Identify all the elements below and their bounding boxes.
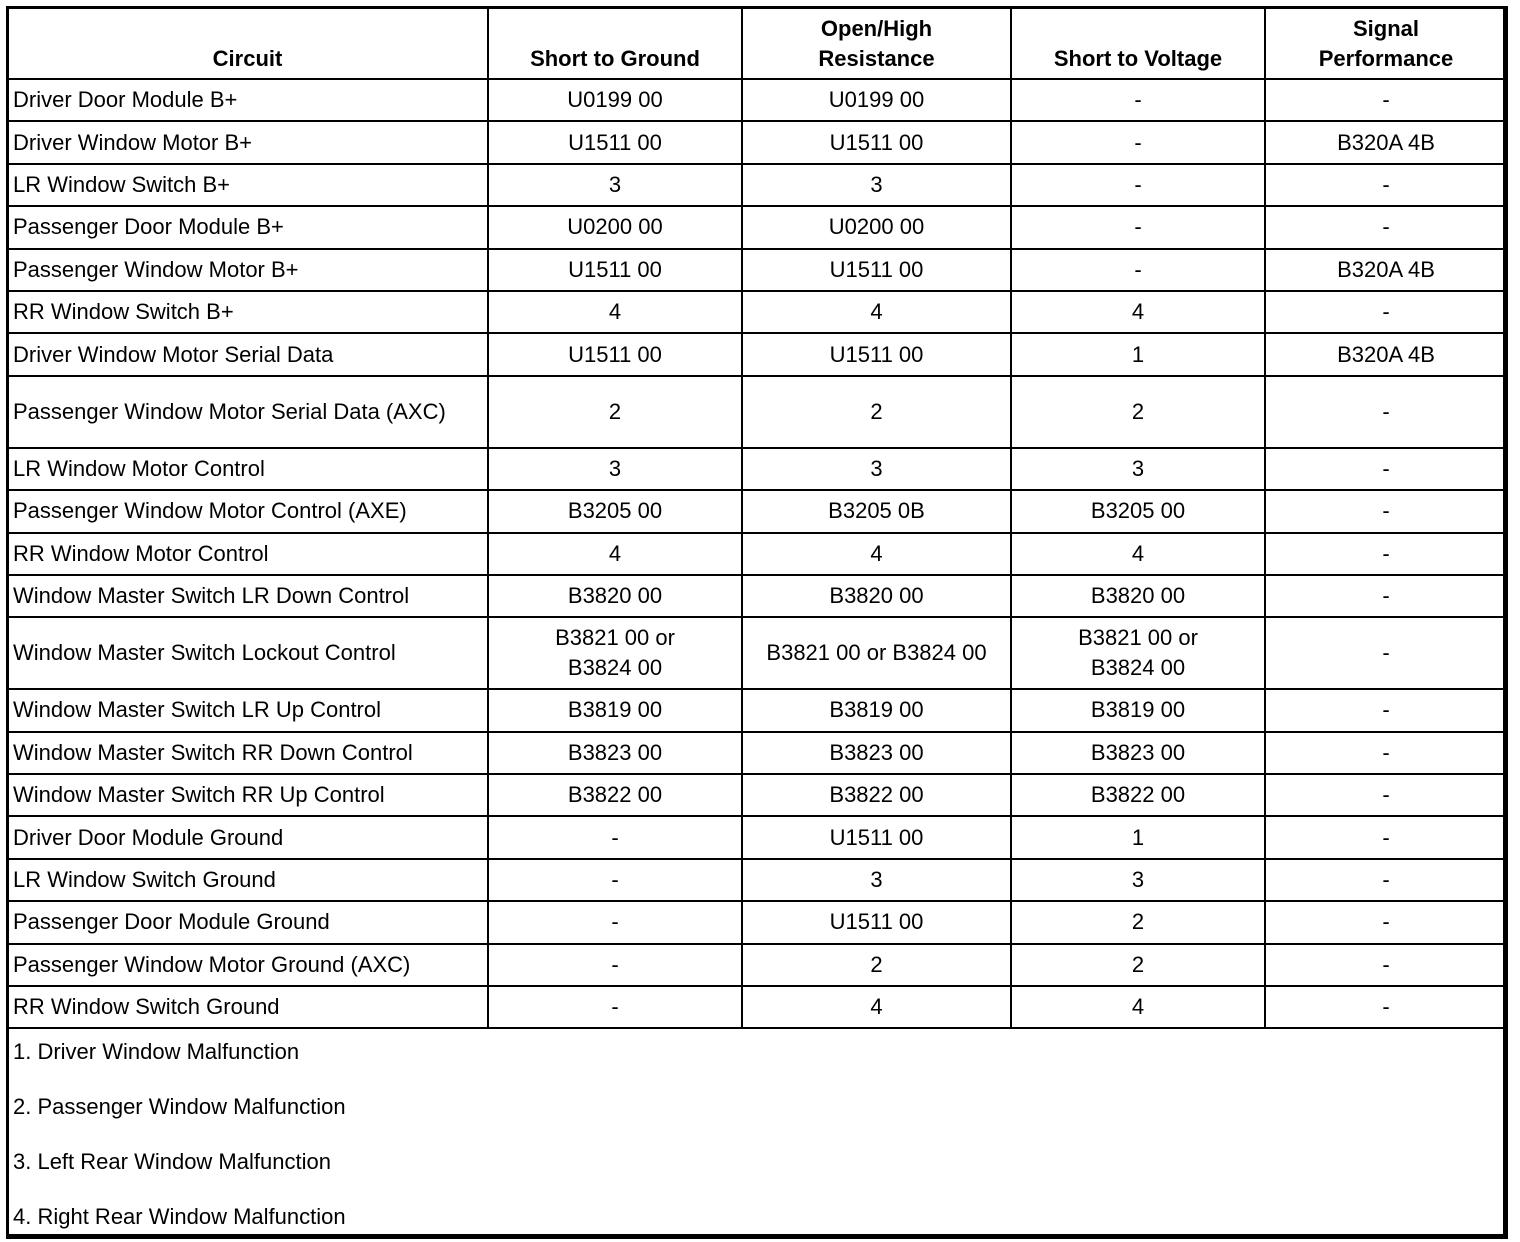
cell-short-to-voltage: 1 bbox=[1011, 333, 1265, 375]
cell-short-to-voltage: 2 bbox=[1011, 944, 1265, 986]
cell-short-to-voltage: - bbox=[1011, 79, 1265, 121]
header-short-to-ground: Short to Ground bbox=[488, 7, 742, 79]
cell-short-to-ground: - bbox=[488, 944, 742, 986]
cell-signal-performance: B320A 4B bbox=[1265, 121, 1507, 163]
header-signal-line1: Signal bbox=[1352, 16, 1419, 41]
table-row bbox=[7, 291, 1507, 333]
cell-open-high-resistance: 4 bbox=[742, 533, 1011, 575]
header-row bbox=[7, 7, 1507, 79]
cell-circuit: Passenger Door Module B+ bbox=[7, 206, 488, 248]
cell-open-high-resistance: B3205 0B bbox=[742, 490, 1011, 532]
note-3: 3. Left Rear Window Malfunction bbox=[13, 1149, 331, 1175]
cell-open-high-resistance: 3 bbox=[742, 164, 1011, 206]
cell-signal-performance: - bbox=[1265, 206, 1507, 248]
cell-circuit: Window Master Switch RR Up Control bbox=[7, 774, 488, 816]
table-row bbox=[7, 774, 1507, 816]
table-row bbox=[7, 859, 1507, 901]
cell-circuit: Driver Window Motor Serial Data bbox=[7, 333, 488, 375]
cell-open-high-resistance: 4 bbox=[742, 986, 1011, 1028]
cell-open-high-resistance: U1511 00 bbox=[742, 901, 1011, 943]
cell-circuit: Passenger Window Motor B+ bbox=[7, 249, 488, 291]
cell-open-high-resistance: 3 bbox=[742, 448, 1011, 490]
cell-signal-performance: - bbox=[1265, 689, 1507, 731]
cell-signal-performance: B320A 4B bbox=[1265, 249, 1507, 291]
table-row bbox=[7, 533, 1507, 575]
cell-short-to-voltage: 2 bbox=[1011, 376, 1265, 448]
cell-short-to-ground: B3820 00 bbox=[488, 575, 742, 617]
cell-open-high-resistance: B3820 00 bbox=[742, 575, 1011, 617]
cell-signal-performance: - bbox=[1265, 490, 1507, 532]
cell-circuit: LR Window Motor Control bbox=[7, 448, 488, 490]
cell-circuit: RR Window Switch B+ bbox=[7, 291, 488, 333]
table-row bbox=[7, 944, 1507, 986]
table-row bbox=[7, 986, 1507, 1028]
cell-circuit: Passenger Door Module Ground bbox=[7, 901, 488, 943]
cell-short-to-ground: U1511 00 bbox=[488, 333, 742, 375]
cell-signal-performance: - bbox=[1265, 164, 1507, 206]
table-row bbox=[7, 249, 1507, 291]
cell-open-high-resistance: B3823 00 bbox=[742, 732, 1011, 774]
cell-signal-performance: - bbox=[1265, 816, 1507, 858]
cell-circuit: LR Window Switch B+ bbox=[7, 164, 488, 206]
notes-cell bbox=[7, 1028, 1507, 1238]
cell-open-high-resistance: 4 bbox=[742, 291, 1011, 333]
table-row bbox=[7, 689, 1507, 731]
cell-short-to-voltage: B3822 00 bbox=[1011, 774, 1265, 816]
table-row bbox=[7, 901, 1507, 943]
note-4: 4. Right Rear Window Malfunction bbox=[13, 1204, 346, 1230]
cell-short-to-ground: 2 bbox=[488, 376, 742, 448]
header-short-to-voltage: Short to Voltage bbox=[1011, 7, 1265, 79]
cell-signal-performance: - bbox=[1265, 79, 1507, 121]
header-signal-performance bbox=[1265, 7, 1507, 79]
cell-short-to-ground: - bbox=[488, 986, 742, 1028]
cell-short-to-voltage: - bbox=[1011, 121, 1265, 163]
cell-signal-performance: - bbox=[1265, 291, 1507, 333]
cell-short-to-voltage: B3823 00 bbox=[1011, 732, 1265, 774]
cell-short-to-ground: - bbox=[488, 859, 742, 901]
cell-open-high-resistance: B3821 00 or B3824 00 bbox=[742, 617, 1011, 689]
cell-circuit: Passenger Window Motor Control (AXE) bbox=[7, 490, 488, 532]
cell-short-to-voltage: 4 bbox=[1011, 986, 1265, 1028]
table-row bbox=[7, 79, 1507, 121]
cell-open-high-resistance: U0200 00 bbox=[742, 206, 1011, 248]
note-1: 1. Driver Window Malfunction bbox=[13, 1039, 300, 1065]
notes-row bbox=[7, 1028, 1507, 1238]
cell-short-to-ground: 3 bbox=[488, 448, 742, 490]
cell-open-high-resistance: 2 bbox=[742, 944, 1011, 986]
cell-signal-performance: - bbox=[1265, 944, 1507, 986]
cell-short-to-voltage: 4 bbox=[1011, 533, 1265, 575]
cell-short-to-voltage: - bbox=[1011, 249, 1265, 291]
cell-short-to-voltage: B3821 00 or B3824 00 bbox=[1011, 617, 1265, 689]
cell-signal-performance: B320A 4B bbox=[1265, 333, 1507, 375]
cell-open-high-resistance: U1511 00 bbox=[742, 249, 1011, 291]
cell-short-to-ground: B3822 00 bbox=[488, 774, 742, 816]
table-row bbox=[7, 490, 1507, 532]
cell-short-to-ground: - bbox=[488, 901, 742, 943]
cell-signal-performance: - bbox=[1265, 986, 1507, 1028]
cell-circuit: Window Master Switch LR Down Control bbox=[7, 575, 488, 617]
cell-signal-performance: - bbox=[1265, 448, 1507, 490]
cell-short-to-ground: B3821 00 or B3824 00 bbox=[488, 617, 742, 689]
cell-short-to-ground: - bbox=[488, 816, 742, 858]
cell-circuit: LR Window Switch Ground bbox=[7, 859, 488, 901]
header-signal-line2: Performance bbox=[1318, 46, 1454, 71]
cell-circuit: Window Master Switch LR Up Control bbox=[7, 689, 488, 731]
cell-signal-performance: - bbox=[1265, 575, 1507, 617]
table-row bbox=[7, 732, 1507, 774]
cell-short-to-voltage: 2 bbox=[1011, 901, 1265, 943]
cell-circuit: Driver Window Motor B+ bbox=[7, 121, 488, 163]
cell-circuit: Passenger Window Motor Ground (AXC) bbox=[7, 944, 488, 986]
cell-circuit: Driver Door Module Ground bbox=[7, 816, 488, 858]
cell-open-high-resistance: 3 bbox=[742, 859, 1011, 901]
cell-short-to-ground: U0200 00 bbox=[488, 206, 742, 248]
table-row bbox=[7, 206, 1507, 248]
cell-signal-performance: - bbox=[1265, 376, 1507, 448]
table-row bbox=[7, 164, 1507, 206]
cell-short-to-ground: 4 bbox=[488, 533, 742, 575]
cell-short-to-ground: B3819 00 bbox=[488, 689, 742, 731]
cell-circuit: Driver Door Module B+ bbox=[7, 79, 488, 121]
table-row bbox=[7, 376, 1507, 448]
header-open-high-line2: Resistance bbox=[818, 46, 935, 71]
cell-short-to-ground: U1511 00 bbox=[488, 249, 742, 291]
cell-short-to-voltage: - bbox=[1011, 164, 1265, 206]
cell-open-high-resistance: U1511 00 bbox=[742, 816, 1011, 858]
cell-short-to-voltage: 4 bbox=[1011, 291, 1265, 333]
table-row bbox=[7, 333, 1507, 375]
table-row bbox=[7, 575, 1507, 617]
note-2: 2. Passenger Window Malfunction bbox=[13, 1094, 346, 1120]
cell-short-to-voltage: 3 bbox=[1011, 448, 1265, 490]
circuit-dtc-table bbox=[6, 6, 1508, 1239]
cell-short-to-ground: U1511 00 bbox=[488, 121, 742, 163]
cell-signal-performance: - bbox=[1265, 859, 1507, 901]
cell-open-high-resistance: U1511 00 bbox=[742, 333, 1011, 375]
cell-short-to-voltage: 1 bbox=[1011, 816, 1265, 858]
header-open-high-resistance bbox=[742, 7, 1011, 79]
table-row bbox=[7, 816, 1507, 858]
cell-short-to-ground: B3205 00 bbox=[488, 490, 742, 532]
cell-circuit: RR Window Switch Ground bbox=[7, 986, 488, 1028]
header-open-high-line1: Open/High bbox=[820, 16, 933, 41]
cell-signal-performance: - bbox=[1265, 901, 1507, 943]
cell-open-high-resistance: U0199 00 bbox=[742, 79, 1011, 121]
cell-open-high-resistance: U1511 00 bbox=[742, 121, 1011, 163]
cell-circuit: RR Window Motor Control bbox=[7, 533, 488, 575]
table-row bbox=[7, 448, 1507, 490]
cell-circuit: Passenger Window Motor Serial Data (AXC) bbox=[7, 376, 488, 448]
cell-open-high-resistance: B3819 00 bbox=[742, 689, 1011, 731]
cell-circuit: Window Master Switch Lockout Control bbox=[7, 617, 488, 689]
cell-open-high-resistance: 2 bbox=[742, 376, 1011, 448]
cell-signal-performance: - bbox=[1265, 732, 1507, 774]
cell-short-to-voltage: - bbox=[1011, 206, 1265, 248]
cell-open-high-resistance: B3822 00 bbox=[742, 774, 1011, 816]
cell-short-to-ground: 3 bbox=[488, 164, 742, 206]
cell-signal-performance: - bbox=[1265, 774, 1507, 816]
cell-circuit: Window Master Switch RR Down Control bbox=[7, 732, 488, 774]
table-row bbox=[7, 617, 1507, 689]
cell-short-to-ground: 4 bbox=[488, 291, 742, 333]
cell-signal-performance: - bbox=[1265, 617, 1507, 689]
cell-short-to-ground: U0199 00 bbox=[488, 79, 742, 121]
cell-signal-performance: - bbox=[1265, 533, 1507, 575]
table-row bbox=[7, 121, 1507, 163]
cell-short-to-voltage: B3205 00 bbox=[1011, 490, 1265, 532]
cell-short-to-voltage: B3819 00 bbox=[1011, 689, 1265, 731]
cell-short-to-voltage: B3820 00 bbox=[1011, 575, 1265, 617]
cell-short-to-voltage: 3 bbox=[1011, 859, 1265, 901]
header-circuit: Circuit bbox=[7, 7, 488, 79]
table-body bbox=[7, 79, 1507, 1028]
cell-short-to-ground: B3823 00 bbox=[488, 732, 742, 774]
